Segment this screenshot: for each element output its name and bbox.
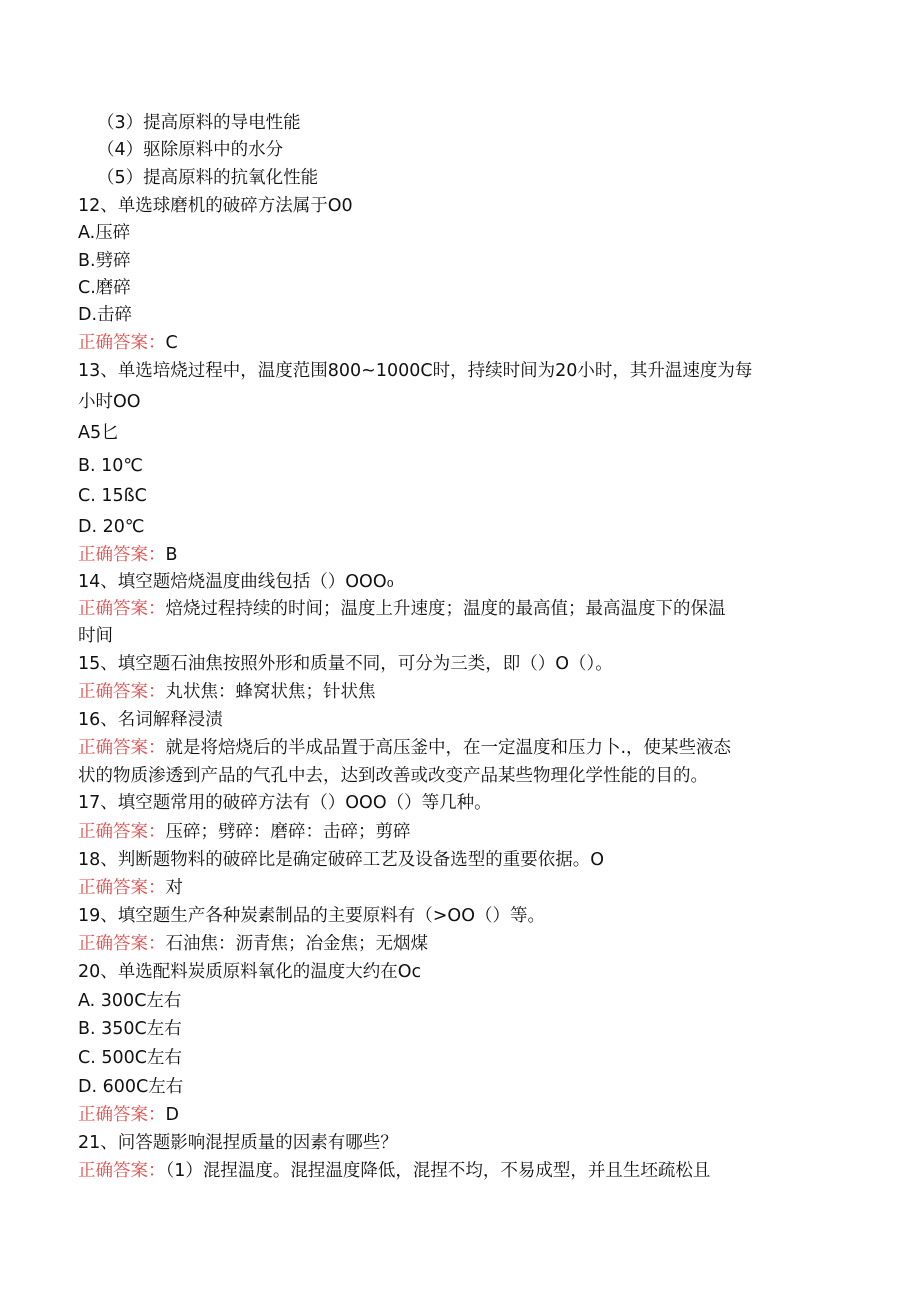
question-18 bbox=[78, 849, 604, 871]
option-text: C.磨碎 bbox=[78, 278, 131, 298]
answer-label: 正确答案： bbox=[78, 738, 166, 758]
answer-label: 正确答案： bbox=[78, 1161, 166, 1181]
option-text: A. 300C左右 bbox=[78, 991, 182, 1011]
answer-14 bbox=[78, 598, 726, 620]
option-c bbox=[78, 277, 131, 299]
line-text: （4）驱除原料中的水分 bbox=[97, 140, 284, 160]
option-c bbox=[78, 485, 147, 507]
line-text: （3）提高原料的导电性能 bbox=[97, 113, 301, 133]
answer-12 bbox=[78, 332, 178, 354]
answer-item-3 bbox=[97, 112, 301, 134]
option-text: A.压碎 bbox=[78, 223, 131, 243]
question-text: 21、问答题影响混捏质量的因素有哪些？ bbox=[78, 1133, 398, 1153]
question-text: 14、填空题焙烧温度曲线包括（）OOO₀ bbox=[78, 572, 394, 592]
question-21 bbox=[78, 1132, 398, 1154]
answer-label: 正确答案： bbox=[78, 822, 166, 842]
answer-14-continued bbox=[78, 625, 113, 647]
answer-label: 正确答案： bbox=[78, 682, 166, 702]
line-text: （5）提高原料的抗氧化性能 bbox=[97, 168, 319, 188]
answer-text: 状的物质渗透到产品的气孔中去，达到改善或改变产品某些物理化学性能的目的。 bbox=[78, 766, 708, 786]
question-16 bbox=[78, 709, 223, 731]
option-b bbox=[78, 455, 143, 477]
question-17 bbox=[78, 792, 492, 814]
option-text: C. 500C左右 bbox=[78, 1048, 182, 1068]
option-b bbox=[78, 250, 131, 272]
question-13 bbox=[78, 360, 752, 382]
answer-text: 时间 bbox=[78, 626, 113, 646]
option-text: D. 600C左右 bbox=[78, 1077, 184, 1097]
answer-item-5 bbox=[97, 167, 318, 189]
answer-16 bbox=[78, 737, 731, 759]
answer-15 bbox=[78, 681, 376, 703]
answer-label: 正确答案： bbox=[78, 599, 166, 619]
question-20 bbox=[78, 961, 421, 983]
answer-text: 焙烧过程持续的时间；温度上升速度；温度的最高值；最高温度下的保温 bbox=[165, 599, 726, 619]
question-text: 20、单选配料炭质原料氧化的温度大约在Oc bbox=[78, 962, 422, 982]
question-19 bbox=[78, 905, 545, 927]
answer-19 bbox=[78, 933, 428, 955]
option-text: B.劈碎 bbox=[78, 251, 131, 271]
answer-text: B bbox=[165, 545, 178, 565]
answer-13 bbox=[78, 544, 178, 566]
option-text: B. 350C左右 bbox=[78, 1019, 182, 1039]
answer-text: 就是将焙烧后的半成品置于高压釜中，在一定温度和压力卜.，使某些液态 bbox=[165, 738, 732, 758]
answer-18 bbox=[78, 877, 183, 899]
option-text: B. 10℃ bbox=[78, 456, 144, 476]
option-text: C. 15ßC bbox=[78, 486, 147, 506]
answer-text: （1）混捏温度。混捏温度降低，混捏不均，不易成型，并且生坯疏松且 bbox=[165, 1161, 711, 1181]
answer-item-4 bbox=[97, 139, 283, 161]
question-14 bbox=[78, 571, 394, 593]
answer-17 bbox=[78, 821, 411, 843]
answer-text: 石油焦：沥青焦；冶金焦；无烟煤 bbox=[165, 934, 428, 954]
answer-label: 正确答案： bbox=[78, 934, 166, 954]
answer-text: C bbox=[165, 333, 178, 353]
answer-21 bbox=[78, 1160, 710, 1182]
question-13-continued bbox=[78, 391, 141, 413]
option-a bbox=[78, 422, 119, 444]
answer-label: 正确答案： bbox=[78, 545, 166, 565]
question-text: 15、填空题石油焦按照外形和质量不同，可分为三类，即（）O（）。 bbox=[78, 654, 613, 674]
question-text: 19、填空题生产各种炭素制品的主要原料有（>OO（）等。 bbox=[78, 906, 545, 926]
question-12 bbox=[78, 195, 353, 217]
option-d bbox=[78, 304, 132, 326]
answer-text: 对 bbox=[165, 878, 183, 898]
option-text: D.击碎 bbox=[78, 305, 133, 325]
answer-20 bbox=[78, 1104, 179, 1126]
option-c bbox=[78, 1047, 182, 1069]
answer-text: D bbox=[165, 1105, 179, 1125]
answer-label: 正确答案： bbox=[78, 1105, 166, 1125]
option-text: D. 20℃ bbox=[78, 517, 145, 537]
question-15 bbox=[78, 653, 613, 675]
option-a bbox=[78, 990, 181, 1012]
option-d bbox=[78, 1076, 183, 1098]
option-d bbox=[78, 516, 145, 538]
option-text: A5匕 bbox=[78, 423, 119, 443]
question-text: 17、填空题常用的破碎方法有（）OOO（）等几种。 bbox=[78, 793, 492, 813]
option-a bbox=[78, 222, 130, 244]
answer-text: 压碎；劈碎：磨碎：击碎；剪碎 bbox=[165, 822, 411, 842]
answer-label: 正确答案： bbox=[78, 878, 166, 898]
question-text: 18、判断题物料的破碎比是确定破碎工艺及设备选型的重要依据。O bbox=[78, 850, 605, 870]
answer-16-continued bbox=[78, 765, 708, 787]
answer-label: 正确答案： bbox=[78, 333, 166, 353]
answer-text: 丸状焦：蜂窝状焦；针状焦 bbox=[165, 682, 376, 702]
option-b bbox=[78, 1018, 182, 1040]
question-text: 16、名词解释浸渍 bbox=[78, 710, 223, 730]
question-text: 小时OO bbox=[78, 392, 141, 412]
question-text: 12、单选球磨机的破碎方法属于O0 bbox=[78, 196, 353, 216]
question-text: 13、单选培烧过程中，温度范围800~1000C时，持续时间为20小时，其升温速度为每 bbox=[78, 361, 753, 381]
